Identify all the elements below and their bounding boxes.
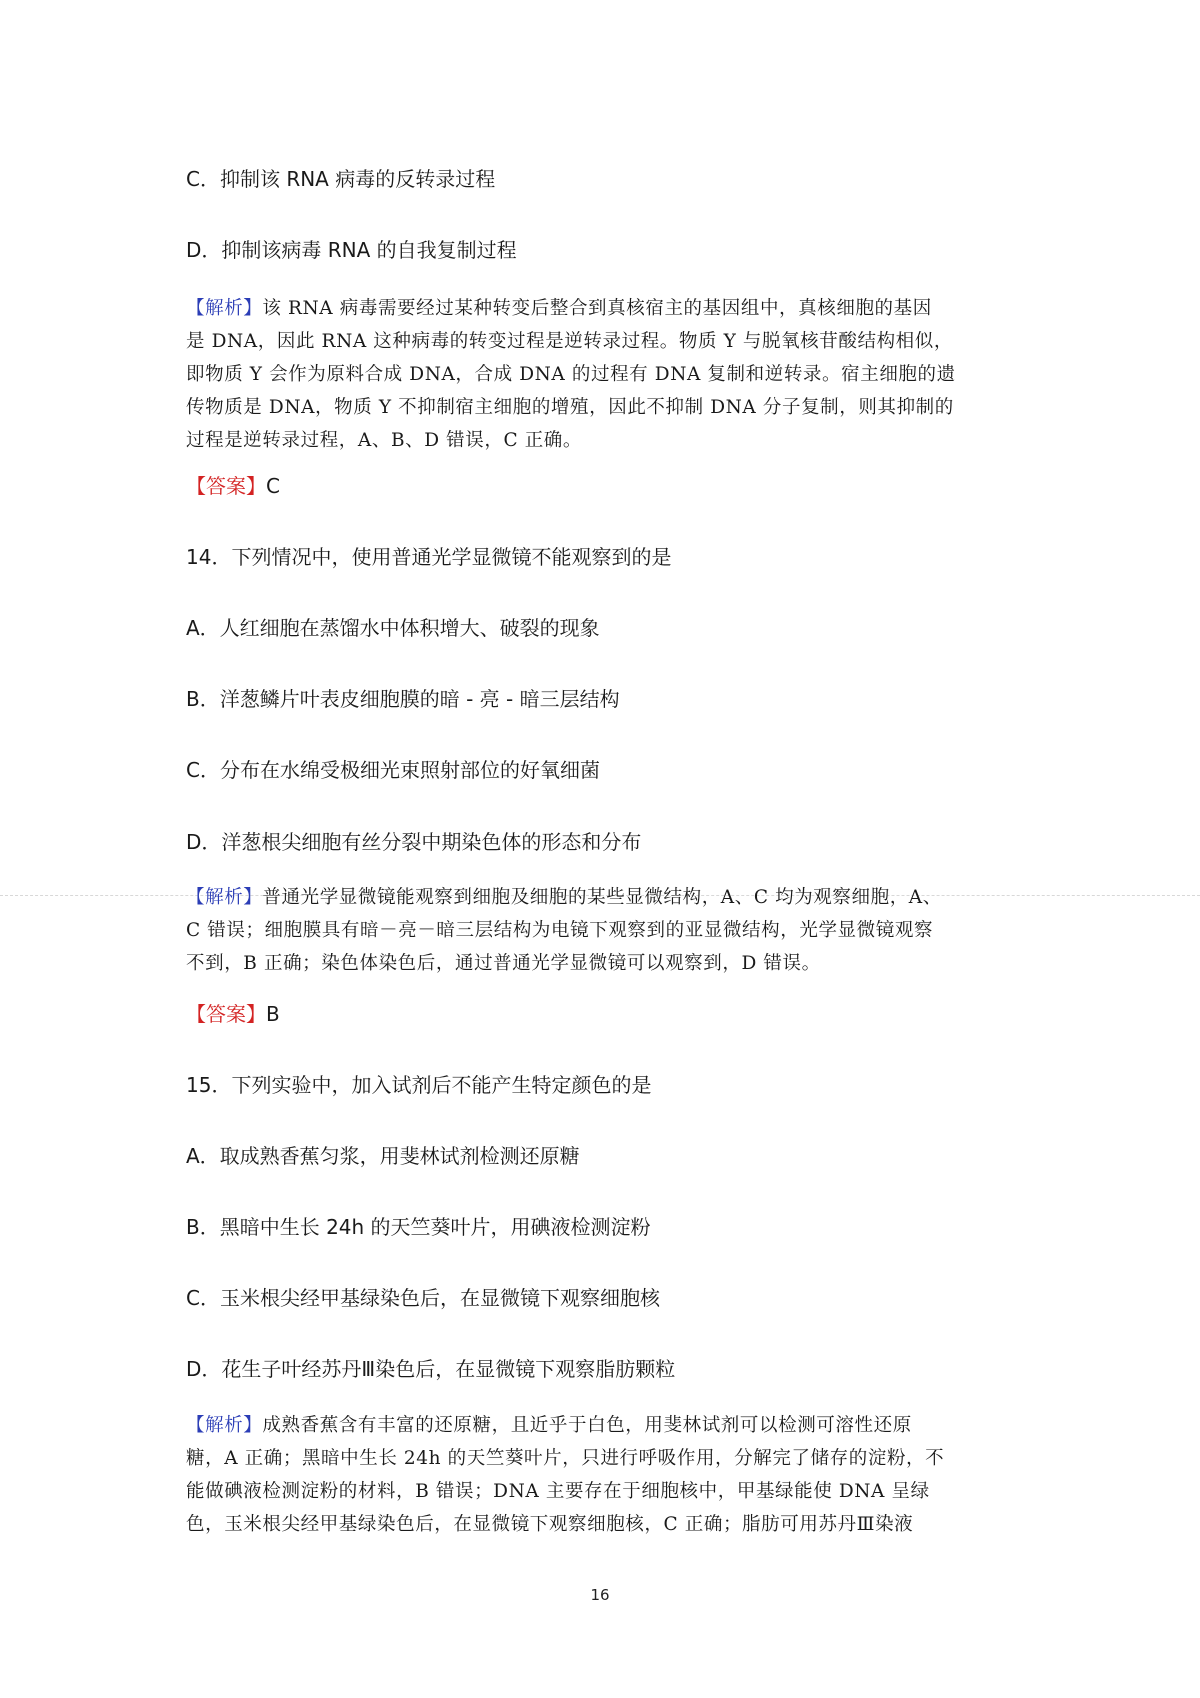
- q15-analysis-line-2: 糖，A 正确；黑暗中生长 24h 的天竺葵叶片，只进行呼吸作用，分解完了储存的淀粉，不: [186, 1448, 945, 1469]
- q13-analysis-line-4: 传物质是 DNA，物质 Y 不抑制宿主细胞的增殖，因此不抑制 DNA 分子复制，则其抑制的: [186, 397, 954, 418]
- q15-option-b: B．黑暗中生长 24h 的天竺葵叶片，用碘液检测淀粉: [186, 1215, 651, 1239]
- q13-analysis-line-2: 是 DNA，因此 RNA 这种病毒的转变过程是逆转录过程。物质 Y 与脱氧核苷酸结构相似，: [186, 331, 953, 352]
- q15-analysis-line-1: 【解析】成熟香蕉含有丰富的还原糖，且近乎于白色，用斐林试剂可以检测可溶性还原: [186, 1415, 912, 1436]
- q13-analysis-line-5: 过程是逆转录过程，A、B、D 错误，C 正确。: [186, 430, 583, 451]
- q15-analysis-tag: 【解析】: [186, 1415, 263, 1436]
- q13-analysis-line-1: 【解析】该 RNA 病毒需要经过某种转变后整合到真核宿主的基因组中，真核细胞的基因: [186, 298, 932, 319]
- q14-analysis-line-2: C 错误；细胞膜具有暗－亮－暗三层结构为电镜下观察到的亚显微结构，光学显微镜观察: [186, 920, 934, 941]
- q14-stem: 14．下列情况中，使用普通光学显微镜不能观察到的是: [186, 545, 672, 569]
- q13-option-c: C．抑制该 RNA 病毒的反转录过程: [186, 167, 496, 191]
- q14-analysis-tag: 【解析】: [186, 887, 263, 908]
- q14-answer: [186, 1001, 280, 1027]
- q15-analysis-line-4: 色，玉米根尖经甲基绿染色后，在显微镜下观察细胞核，C 正确；脂肪可用苏丹Ⅲ染液: [186, 1514, 914, 1535]
- q15-option-c: C．玉米根尖经甲基绿染色后，在显微镜下观察细胞核: [186, 1286, 660, 1310]
- q13-analysis-tag: 【解析】: [186, 298, 263, 319]
- q15-stem: 15．下列实验中，加入试剂后不能产生特定颜色的是: [186, 1073, 652, 1097]
- q15-analysis-line-3: 能做碘液检测淀粉的材料，B 错误；DNA 主要存在于细胞核中，甲基绿能使 DNA 呈绿: [186, 1481, 930, 1502]
- q14-answer-tag: 【答案】: [186, 1002, 266, 1026]
- q13-option-d: D．抑制该病毒 RNA 的自我复制过程: [186, 238, 517, 262]
- q15-option-d: D．花生子叶经苏丹Ⅲ染色后，在显微镜下观察脂肪颗粒: [186, 1357, 676, 1381]
- q13-answer: [186, 473, 280, 499]
- q14-option-a: A．人红细胞在蒸馏水中体积增大、破裂的现象: [186, 616, 600, 640]
- q14-option-b: B．洋葱鳞片叶表皮细胞膜的暗 - 亮 - 暗三层结构: [186, 687, 620, 711]
- q15-option-a: A．取成熟香蕉匀浆，用斐林试剂检测还原糖: [186, 1144, 580, 1168]
- q14-answer-value: B: [266, 1002, 280, 1026]
- q14-option-c: C．分布在水绵受极细光束照射部位的好氧细菌: [186, 758, 600, 782]
- q13-answer-value: C: [266, 474, 280, 498]
- q14-option-d: D．洋葱根尖细胞有丝分裂中期染色体的形态和分布: [186, 830, 642, 854]
- q14-analysis-line-3: 不到，B 正确；染色体染色后，通过普通光学显微镜可以观察到，D 错误。: [186, 953, 821, 974]
- page-number: 16: [590, 1586, 610, 1604]
- q14-analysis-line-1: 【解析】普通光学显微镜能观察到细胞及细胞的某些显微结构，A、C 均为观察细胞，A、: [186, 887, 942, 908]
- q13-analysis-line-3: 即物质 Y 会作为原料合成 DNA，合成 DNA 的过程有 DNA 复制和逆转录。宿主细胞的遗: [186, 364, 956, 385]
- q13-answer-tag: 【答案】: [186, 474, 266, 498]
